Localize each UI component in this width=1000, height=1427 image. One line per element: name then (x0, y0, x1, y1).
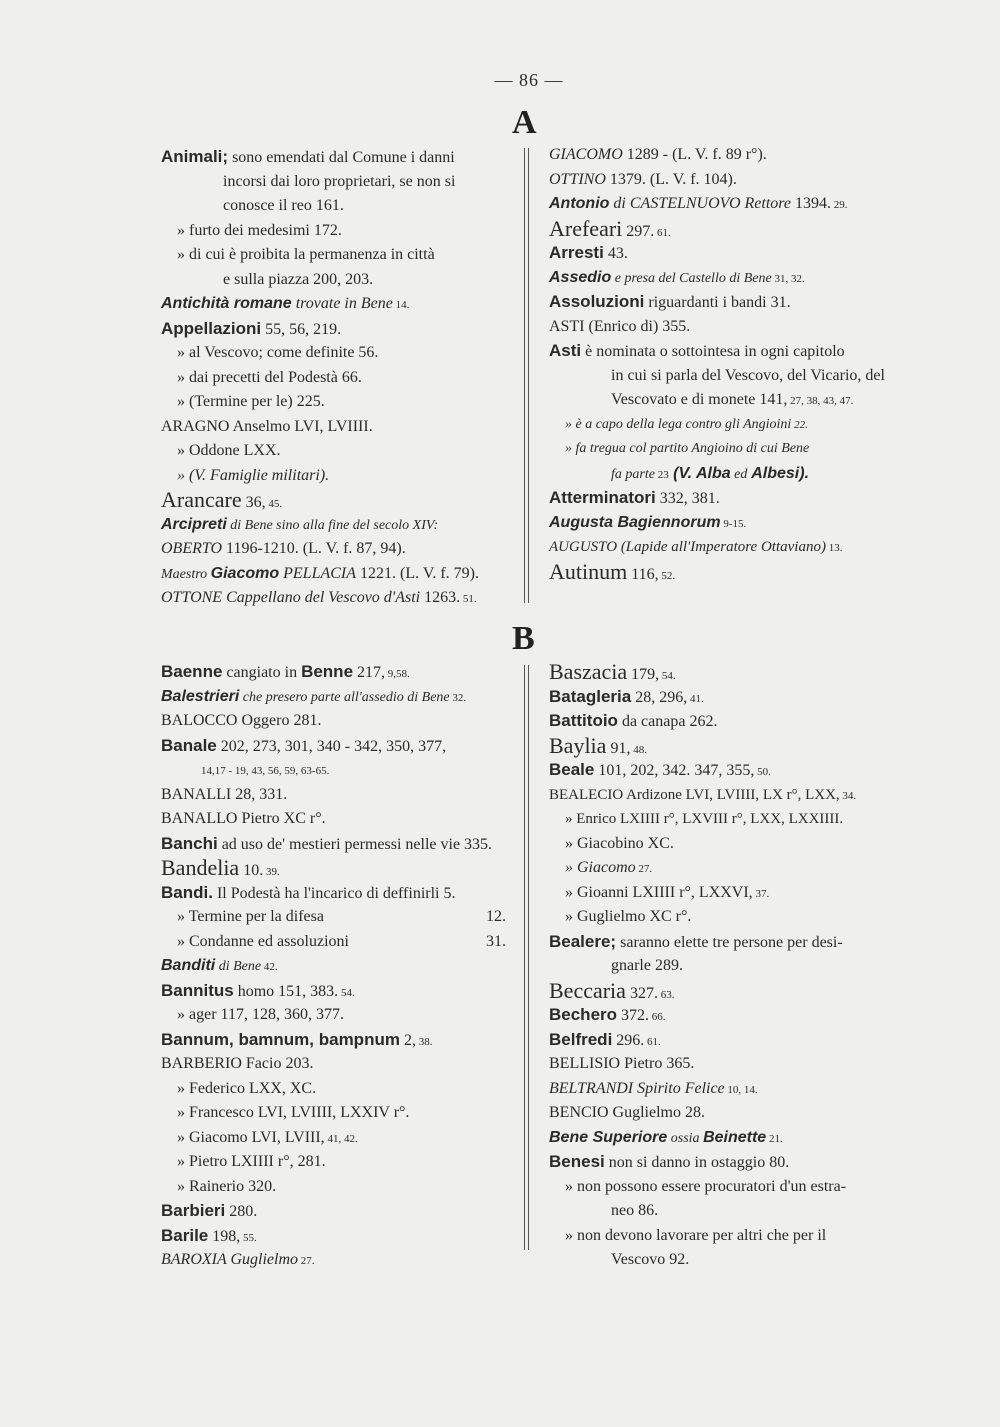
index-entry (549, 339, 894, 364)
entry-text: » di cui è proibita la permanenza in città (177, 246, 435, 263)
index-entry (161, 537, 506, 562)
entry-text: 36, (241, 494, 266, 511)
index-entry (549, 832, 894, 857)
entry-text: GIACOMO (549, 146, 623, 163)
entry-text: 28, 296, (631, 688, 688, 706)
entry-text: OTTONE Cappellano del Vescovo d'Asti (161, 589, 421, 606)
entry-text: ad uso de' mestieri permessi nelle vie 335. (217, 835, 493, 853)
page-ref: 45. (265, 498, 283, 510)
entry-text: di Bene (215, 959, 262, 974)
entry-text: » Giacobino XC. (565, 834, 674, 852)
headword: Balestrieri (161, 687, 240, 705)
entry-text: 280. (225, 1203, 258, 1220)
page-ref: 10, 14. (724, 1083, 758, 1096)
index-entry (161, 832, 506, 857)
index-entry (161, 317, 506, 342)
entry-text: PELLACIA (279, 564, 357, 582)
entry-text: BENCIO Guglielmo 28. (549, 1104, 705, 1121)
index-entry (161, 930, 506, 955)
page-ref: 54. (338, 986, 355, 999)
column-divider (524, 665, 529, 1250)
entry-text: 1394. (791, 195, 832, 212)
entry-text: » Federico LXX, XC. (177, 1079, 317, 1097)
index-entry (549, 192, 894, 217)
page-ref: 52. (658, 569, 676, 582)
page-ref: 14. (392, 299, 410, 311)
entry-text: conosce il reo 161. (223, 197, 344, 214)
index-entry (161, 1028, 506, 1053)
entry-text: ARAGNO Anselmo LVI, LVIIII. (161, 417, 373, 435)
index-entry (549, 1150, 894, 1175)
entry-text: » Rainerio 320. (177, 1177, 277, 1195)
entry-text: Il Podestà ha l'incarico di deffinirli 5. (212, 884, 456, 902)
entry-text: BALOCCO Oggero 281. (161, 712, 322, 729)
headword: Arcipreti (161, 515, 227, 533)
entry-text: » Termine per la difesa (177, 908, 324, 925)
index-entry (161, 170, 506, 195)
index-entry (549, 954, 894, 979)
headword: Baylia (549, 732, 607, 758)
index-entry (161, 1003, 506, 1028)
headword: Battitoio (549, 711, 618, 730)
headword: Bannum, bamnum, bampnum (161, 1029, 400, 1049)
entry-text: 1221. (L. V. f. 79). (356, 564, 479, 582)
headword: Animali; (161, 147, 229, 166)
index-entry (161, 1077, 506, 1102)
entry-text: homo 151, 383. (233, 982, 339, 1000)
page-ref: 66. (649, 1011, 666, 1023)
headword: Batagleria (549, 686, 632, 706)
index-entry (549, 364, 894, 389)
index-entry (549, 388, 894, 413)
entry-text: » è a capo della lega contro gli Angioini (565, 416, 792, 432)
headword: Beale (549, 760, 595, 779)
index-entry (161, 709, 506, 734)
index-entry (161, 979, 506, 1004)
index-entry (549, 783, 894, 808)
entry-text: che presero parte all'assedio di Bene (239, 689, 450, 705)
headword: Bandi. (161, 882, 213, 902)
section-letter-a: A (512, 104, 537, 141)
entry-text: e presa del Castello di Bene (611, 270, 772, 286)
entry-text: 372. (617, 1007, 650, 1024)
index-entry (549, 685, 894, 710)
headword: Bealere; (549, 931, 617, 951)
index-entry (549, 979, 894, 1004)
entry-text: 12. (486, 908, 506, 925)
index-entry (549, 709, 894, 734)
entry-text: 116, (627, 565, 659, 583)
index-entry (549, 905, 894, 930)
index-entry (549, 1248, 894, 1273)
index-entry (161, 1175, 506, 1200)
entry-text: Vescovo 92. (611, 1251, 690, 1268)
entry-text: 217, (353, 664, 386, 681)
headword: Barbieri (161, 1201, 226, 1220)
entry-text: riguardanti i bandi 31. (644, 294, 791, 311)
entry-text: 1379. (L. V. f. 104). (605, 170, 737, 188)
entry-text: 297. (622, 222, 655, 240)
index-entry (161, 513, 506, 538)
entry-text: e sulla piazza 200, 203. (223, 270, 374, 288)
entry-text: BANALLI 28, 331. (161, 785, 288, 803)
page-ref: 54. (659, 670, 676, 682)
entry-text: » Pietro LXIIII r°, 281. (177, 1153, 326, 1170)
page-ref: 61. (644, 1035, 661, 1048)
entry-text: » furto dei medesimi 172. (177, 221, 342, 239)
page-ref: 14,17 - 19, 43, 56, 59, 63-65. (201, 765, 330, 777)
entry-text: è nominata o sottointesa in ogni capitolo (581, 343, 845, 360)
entry-text: BANALLO Pietro XC r°. (161, 810, 326, 827)
entry-text: » (Termine per le) 225. (177, 393, 325, 410)
page-ref: 50. (754, 766, 771, 778)
index-entry (161, 685, 506, 710)
index-entry (161, 562, 506, 587)
page-ref: 21. (766, 1132, 783, 1145)
index-entry (161, 905, 506, 930)
page-ref: 23 (654, 468, 669, 481)
index-entry (549, 315, 894, 340)
index-entry (161, 807, 506, 832)
page-ref: 61. (654, 226, 671, 239)
index-entry (549, 437, 894, 462)
index-entry (549, 266, 894, 291)
page-ref: 51. (460, 593, 477, 605)
index-entry (161, 1101, 506, 1126)
index-entry (161, 586, 506, 611)
index-entry (549, 881, 894, 906)
entry-text: 31. (486, 932, 506, 950)
index-entry (161, 1224, 506, 1249)
page-ref: 13. (825, 542, 843, 554)
headword: Beccaria (549, 977, 626, 1003)
entry-text: trovate in Bene (291, 295, 393, 312)
headword: Bechero (549, 1005, 618, 1024)
headword: Baenne (161, 662, 223, 681)
entry-text: saranno elette tre persone per desi- (616, 933, 843, 951)
entry-text: in cui si parla del Vescovo, del Vicario, del (611, 366, 885, 384)
index-entry (549, 217, 894, 242)
page-ref: 41, 42. (324, 1132, 358, 1145)
entry-text: 43. (603, 245, 628, 262)
entry-text: incorsi dai loro proprietari, se non si (223, 172, 456, 190)
entry-text: » Gioanni LXIIII r°, LXXVI, (565, 883, 753, 901)
headword: Benne (301, 662, 354, 681)
index-entry (161, 243, 506, 268)
page-ref: 63. (657, 988, 675, 1001)
index-entry (549, 290, 894, 315)
entry-text: 296. (612, 1031, 645, 1049)
headword: Arancare (161, 487, 242, 512)
headword: Albesi). (747, 464, 810, 482)
headword: Arresti (549, 243, 604, 262)
entry-text: 101, 202, 342. 347, 355, (594, 762, 755, 779)
index-entry (161, 341, 506, 366)
entry-text: 91, (606, 739, 631, 757)
index-entry (161, 856, 506, 881)
entry-text: » Enrico LXIIII r°, LXVIII r°, LXX, LXXIIII. (565, 811, 844, 827)
entry-text: BAROXIA Guglielmo (161, 1251, 299, 1268)
headword: Asti (549, 341, 582, 360)
entry-text: » Condanne ed assoluzioni (177, 932, 349, 950)
entry-text: » fa tregua col partito Angioino di cui Bene (565, 441, 810, 456)
page-number: — 86 — (494, 70, 564, 90)
page-ref: 27. (635, 863, 653, 875)
page-ref: 38. (415, 1035, 433, 1048)
headword: Banditi (161, 957, 216, 974)
headword: (V. Alba (668, 464, 731, 482)
index-entry (549, 1224, 894, 1249)
headword: Bene Superiore (549, 1128, 668, 1146)
index-entry (549, 734, 894, 759)
page-ref: 32. (449, 691, 467, 704)
entry-text: da canapa 262. (617, 713, 718, 730)
index-entry (161, 366, 506, 391)
headword: Barile (161, 1225, 209, 1245)
index-entry (549, 856, 894, 881)
page-ref: 27. (298, 1255, 315, 1267)
page-ref: 34. (839, 789, 857, 802)
entry-text: fa parte (611, 466, 655, 482)
index-entry (161, 1150, 506, 1175)
index-entry (161, 439, 506, 464)
entry-text: » dai precetti del Podestà 66. (177, 368, 362, 386)
index-entry (161, 292, 506, 317)
index-entry (161, 1199, 506, 1224)
entry-text: ed (730, 466, 748, 482)
entry-text: 1263. (420, 589, 461, 606)
headword: Belfredi (549, 1029, 613, 1049)
headword: Bandelia (161, 855, 240, 880)
entry-text: 55, 56, 219. (261, 320, 342, 338)
index-column-a-right (549, 143, 894, 584)
index-entry (161, 660, 506, 685)
column-divider (524, 148, 529, 603)
headword: Bannitus (161, 980, 234, 1000)
entry-text: ASTI (Enrico di) 355. (549, 317, 691, 335)
headword: Banale (161, 735, 217, 755)
entry-text: cangiato in (222, 664, 302, 681)
entry-text: 2, (399, 1031, 416, 1049)
index-entry (161, 734, 506, 759)
index-entry (549, 758, 894, 783)
index-entry (549, 807, 894, 832)
entry-text: di CASTELNUOVO Rettore (609, 195, 792, 212)
headword: Augusta Bagiennorum (549, 513, 721, 531)
entry-text: 179, (627, 666, 660, 683)
entry-text: » al Vescovo; come definite 56. (177, 344, 379, 361)
page-ref: 41. (687, 692, 704, 705)
page-ref: 42. (261, 961, 278, 973)
page-ref: 37. (752, 887, 770, 900)
page-ref: 39. (263, 866, 280, 878)
headword: Autinum (549, 558, 628, 584)
headword: Appellazioni (161, 318, 262, 338)
entry-text: gnarle 289. (611, 957, 683, 974)
index-entry (549, 462, 894, 487)
entry-text: BEALECIO Ardizone LVI, LVIIII, LX r°, LXX, (549, 786, 840, 803)
page-ref: 48. (630, 743, 647, 756)
page-ref: 27, 38, 43, 47. (787, 395, 854, 407)
index-column-a-left (161, 145, 506, 611)
entry-text: » Francesco LVI, LVIIII, LXXIV r°. (177, 1104, 410, 1121)
index-column-b-right (549, 660, 894, 1273)
entry-text: Vescovato e di monete 141, (611, 391, 788, 408)
entry-text: OTTINO (549, 170, 606, 188)
entry-text: sono emendati dal Comune i danni (228, 149, 455, 166)
index-entry (549, 1199, 894, 1224)
page-ref: 9-15. (720, 517, 747, 530)
entry-text: non si danno in ostaggio 80. (604, 1154, 790, 1171)
entry-text: Maestro (161, 566, 211, 582)
index-entry (161, 1052, 506, 1077)
index-entry (549, 143, 894, 168)
entry-text: di Bene sino alla fine del secolo XIV: (226, 517, 439, 533)
index-entry (161, 464, 506, 489)
index-entry (549, 1126, 894, 1151)
entry-text: » Oddone LXX. (177, 442, 281, 459)
index-entry (549, 560, 894, 585)
section-letter-b: B (512, 620, 535, 657)
index-entry (549, 660, 894, 685)
index-entry (549, 1101, 894, 1126)
entry-text: 1196-1210. (L. V. f. 87, 94). (222, 540, 406, 557)
entry-text: » Giacomo (565, 859, 636, 876)
entry-text: 198, (208, 1227, 241, 1245)
index-entry (161, 219, 506, 244)
entry-text: ossia (667, 1130, 704, 1146)
entry-text: » ager 117, 128, 360, 377. (177, 1006, 344, 1023)
index-entry (161, 1248, 506, 1273)
index-entry (549, 1028, 894, 1053)
entry-text: » non devono lavorare per altri che per il (565, 1226, 827, 1244)
index-entry (549, 1175, 894, 1200)
index-entry (161, 881, 506, 906)
index-entry (161, 1126, 506, 1151)
index-entry (549, 1003, 894, 1028)
entry-text: neo 86. (611, 1202, 659, 1219)
index-entry (161, 145, 506, 170)
headword: Baszacia (549, 659, 628, 684)
index-entry (161, 194, 506, 219)
entry-text: » Giacomo LVI, LVIII, (177, 1128, 325, 1146)
entry-text: 327. (625, 984, 658, 1002)
entry-text: » (V. Famiglie militari). (177, 466, 330, 484)
headword: Giacomo (210, 564, 280, 582)
index-entry (549, 1052, 894, 1077)
index-entry (549, 241, 894, 266)
index-entry (549, 535, 894, 560)
headword: Beinette (703, 1128, 767, 1146)
entry-text: 202, 273, 301, 340 - 342, 350, 377, (216, 737, 447, 755)
index-entry (161, 758, 506, 783)
page-ref: 29. (831, 199, 848, 211)
index-column-b-left (161, 660, 506, 1273)
page-ref: 9,58. (385, 668, 410, 680)
headword: Banchi (161, 833, 218, 853)
entry-text: AUGUSTO (Lapide all'Imperatore Ottaviano) (549, 539, 826, 555)
headword: Assoluzioni (549, 292, 645, 311)
headword: Benesi (549, 1152, 605, 1171)
index-entry (549, 168, 894, 193)
headword: Assedio (549, 268, 612, 286)
index-entry (161, 954, 506, 979)
page-ref: 22. (791, 418, 808, 431)
page-ref: 55. (240, 1231, 257, 1244)
headword: Arefeari (549, 215, 623, 241)
index-entry (549, 486, 894, 511)
entry-text: OBERTO (161, 540, 223, 557)
entry-text: BELTRANDI Spirito Felice (549, 1079, 725, 1097)
entry-text: BELLISIO Pietro 365. (549, 1055, 695, 1072)
index-entry (549, 413, 894, 438)
index-entry (161, 268, 506, 293)
entry-text: » non possono essere procuratori d'un estra- (565, 1177, 847, 1195)
headword: Antichità romane (161, 295, 292, 312)
entry-text: » Guglielmo XC r°. (565, 908, 692, 925)
entry-text: 332, 381. (655, 490, 720, 507)
index-entry (161, 783, 506, 808)
entry-text: 10. (239, 862, 264, 879)
index-entry (549, 511, 894, 536)
entry-text: BARBERIO Facio 203. (161, 1055, 314, 1072)
entry-text: 1289 - (L. V. f. 89 r°). (622, 146, 767, 163)
headword: Antonio (549, 195, 610, 212)
index-entry (161, 390, 506, 415)
headword: Atterminatori (549, 488, 656, 507)
page-ref: 31, 32. (771, 272, 805, 285)
index-entry (549, 1077, 894, 1102)
index-entry (549, 930, 894, 955)
index-entry (161, 488, 506, 513)
index-entry (161, 415, 506, 440)
